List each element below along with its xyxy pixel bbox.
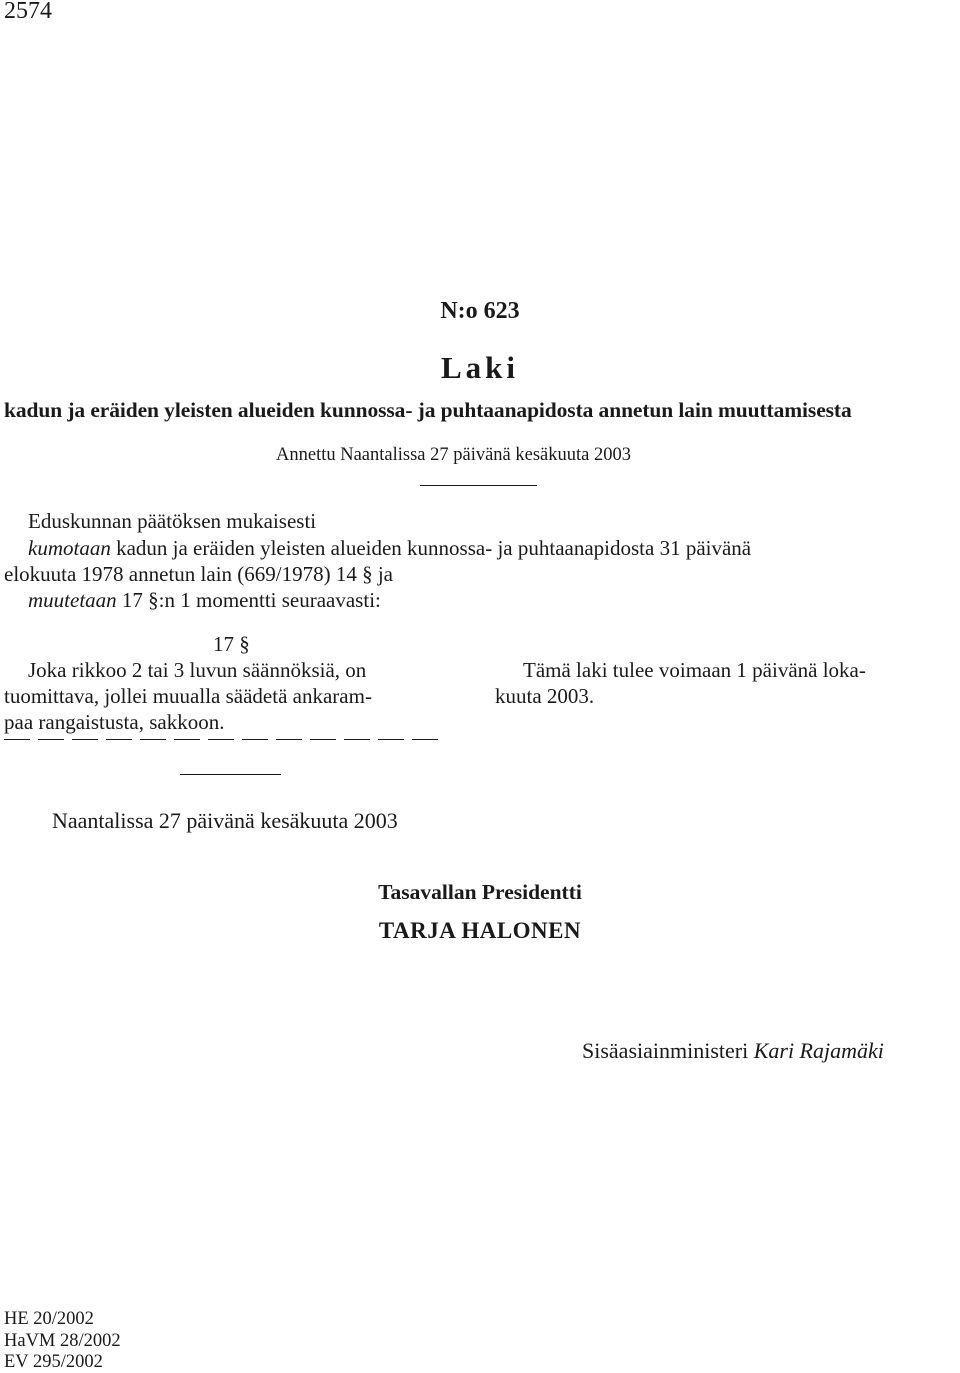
preamble-amend-line xyxy=(28,588,381,613)
law-title: kadun ja eräiden yleisten alueiden kunnossa- ja puhtaanapidosta annetun lain muuttamisesta xyxy=(4,398,852,422)
preamble-intro: Eduskunnan päätöksen mukaisesti xyxy=(28,509,317,533)
entry-into-force-line: kuuta 2003. xyxy=(495,684,595,708)
separator-rule xyxy=(180,774,281,775)
reference-item: HaVM 28/2002 xyxy=(4,1331,121,1351)
signer-title: Tasavallan Presidentti xyxy=(378,880,582,904)
section-text-line: Joka rikkoo 2 tai 3 luvun säännöksiä, on xyxy=(28,658,367,682)
amend-verb: muutetaan xyxy=(28,588,117,612)
page-number: 2574 xyxy=(4,0,52,24)
minister-signature xyxy=(582,1038,884,1064)
amend-text: 17 §:n 1 momentti seuraavasti: xyxy=(116,588,381,612)
reference-item: HE 20/2002 xyxy=(4,1309,94,1329)
repeal-verb: kumotaan xyxy=(28,536,111,560)
issued-date-line: Annettu Naantalissa 27 päivänä kesäkuuta 2003 xyxy=(276,445,631,465)
minister-name: Kari Rajamäki xyxy=(753,1038,884,1063)
law-number: N:o 623 xyxy=(440,298,520,324)
repeal-text: kadun ja eräiden yleisten alueiden kunnossa- ja puhtaanapidosta 31 päivänä xyxy=(110,536,752,560)
preamble-repeal-continuation: elokuuta 1978 annetun lain (669/1978) 14 § ja xyxy=(4,562,394,586)
section-text-line: tuomittava, jollei muualla säädetä ankaram- xyxy=(4,684,372,708)
entry-into-force-line: Tämä laki tulee voimaan 1 päivänä loka- xyxy=(523,658,866,682)
preamble-repeal-line xyxy=(28,536,751,561)
minister-role: Sisäasiainministeri xyxy=(582,1038,749,1063)
signing-place-date: Naantalissa 27 päivänä kesäkuuta 2003 xyxy=(52,808,398,833)
separator-rule xyxy=(420,485,537,486)
reference-item: EV 295/2002 xyxy=(4,1352,103,1372)
omission-dashes xyxy=(4,739,438,740)
section-text-line: paa rangaistusta, sakkoon. xyxy=(4,710,225,734)
signer-name: TARJA HALONEN xyxy=(378,918,582,943)
section-number: 17 § xyxy=(213,632,250,656)
law-heading: Laki xyxy=(440,350,520,385)
